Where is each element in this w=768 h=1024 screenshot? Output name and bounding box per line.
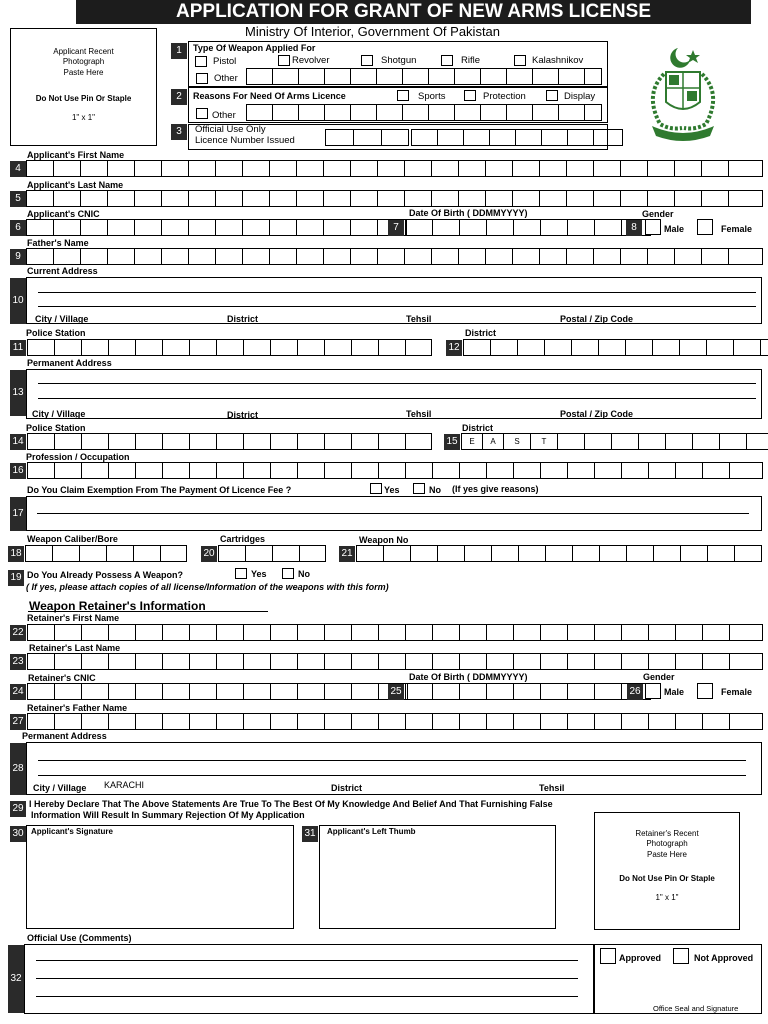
declaration-line2: Information Will Result In Summary Rejection Of My Application [31, 810, 305, 820]
section-num-13: 13 [10, 370, 26, 416]
section-num-6: 6 [10, 220, 26, 236]
gender-label: Gender [642, 209, 674, 219]
current-postal-label: Postal / Zip Code [560, 314, 634, 324]
permanent-address-label: Permanent Address [27, 358, 112, 368]
section-num-23: 23 [10, 654, 26, 670]
retainer-address-line1 [38, 760, 746, 761]
exemption-reason-note: (If yes give reasons) [452, 484, 539, 494]
district-label-12: District [465, 328, 497, 338]
protection-label: Protection [483, 91, 526, 102]
revolver-label: Revolver [292, 55, 330, 66]
possess-no-checkbox[interactable] [282, 568, 294, 579]
exemption-no-checkbox[interactable] [413, 483, 425, 494]
female-label: Female [721, 224, 753, 234]
sports-label: Sports [418, 91, 446, 102]
approved-label: Approved [619, 953, 662, 963]
district-char-4: T [530, 433, 557, 450]
rphoto-line3: Paste Here [646, 849, 688, 859]
section-num-21: 21 [339, 546, 355, 562]
form-subtitle: Ministry Of Interior, Government Of Pakistan [244, 24, 501, 39]
retainer-heading-underline [28, 611, 268, 612]
section-num-28: 28 [10, 743, 26, 795]
exemption-reason-line [37, 513, 749, 514]
caliber-label: Weapon Caliber/Bore [27, 534, 118, 544]
cartridges-input[interactable] [218, 545, 326, 562]
section-num-2: 2 [171, 89, 187, 105]
exemption-question: Do You Claim Exemption From The Payment Of Licence Fee ? [27, 485, 292, 495]
retainer-father-input[interactable] [27, 713, 763, 730]
retainer-district-label: District [331, 783, 363, 793]
retainer-heading: Weapon Retainer's Information [29, 599, 206, 613]
official-comments-box[interactable] [24, 944, 594, 1014]
perm-district-label: District [227, 410, 259, 420]
section-num-7: 7 [388, 220, 404, 236]
weapon-other-checkbox[interactable] [196, 73, 208, 84]
applicant-photo-box[interactable] [10, 28, 157, 146]
current-address-line1 [38, 292, 756, 293]
section-num-19: 19 [8, 570, 24, 586]
section-num-17: 17 [10, 497, 26, 531]
declaration-line1: I Hereby Declare That The Above Statements Are True To The Best Of My Knowledge And Belief And That Furnishing False [29, 799, 553, 809]
official-comments-label: Official Use (Comments) [27, 933, 132, 943]
exemption-no-label: No [429, 485, 441, 495]
dob-input[interactable] [405, 219, 651, 236]
section-num-15: 15 [444, 434, 460, 450]
sports-checkbox[interactable] [397, 90, 409, 101]
reasons-other-input[interactable] [246, 104, 602, 121]
revolver-checkbox[interactable] [278, 55, 290, 66]
possess-yes-label: Yes [251, 569, 267, 579]
last-name-label: Applicant's Last Name [27, 180, 124, 190]
weapon-no-input[interactable] [356, 545, 762, 562]
not-approved-checkbox[interactable] [673, 948, 689, 964]
retainer-last-name-label: Retainer's Last Name [29, 643, 121, 653]
possess-yes-checkbox[interactable] [235, 568, 247, 579]
retainer-first-name-input[interactable] [27, 624, 763, 641]
rphoto-line5: 1" x 1" [655, 892, 679, 902]
section-num-26: 26 [627, 684, 643, 700]
male-label: Male [664, 224, 685, 234]
current-address-box[interactable] [26, 277, 762, 324]
form-title: APPLICATION FOR GRANT OF NEW ARMS LICENSE [76, 0, 751, 24]
weapon-other-input[interactable] [246, 68, 602, 85]
licence-number-input-a[interactable] [325, 129, 409, 146]
perm-city-label: City / Village [32, 409, 86, 419]
rphoto-line1: Retainer's Recent [635, 829, 699, 838]
photo-line3: Paste Here [63, 67, 104, 77]
rifle-checkbox[interactable] [441, 55, 453, 66]
cnic-label: Applicant's CNIC [27, 209, 100, 219]
police-station-label: Police Station [26, 328, 86, 338]
pistol-checkbox[interactable] [195, 56, 207, 67]
exemption-yes-checkbox[interactable] [370, 483, 382, 494]
section-num-14: 14 [10, 434, 26, 450]
section-num-3: 3 [171, 124, 187, 140]
district-label-15: District [462, 423, 494, 433]
kalashnikov-label: Kalashnikov [532, 55, 584, 66]
retainer-male-checkbox[interactable] [645, 683, 661, 699]
district-input-12[interactable] [463, 339, 768, 356]
display-checkbox[interactable] [546, 90, 558, 101]
retainer-cnic-label: Retainer's CNIC [28, 673, 96, 683]
permanent-address-line1 [38, 383, 756, 384]
section-num-32: 32 [8, 945, 24, 1013]
section-num-1: 1 [171, 43, 187, 59]
perm-police-station-label: Police Station [26, 423, 86, 433]
retainer-photo-box[interactable] [594, 812, 740, 930]
retainer-address-line2 [38, 775, 746, 776]
photo-line5: 1" x 1" [71, 112, 96, 122]
kalashnikov-checkbox[interactable] [514, 55, 526, 66]
rphoto-line2: Photograph [646, 839, 688, 849]
current-city-label: City / Village [35, 314, 89, 324]
section-num-11: 11 [10, 340, 26, 356]
protection-checkbox[interactable] [464, 90, 476, 101]
retainer-address-label: Permanent Address [22, 731, 107, 741]
retainer-cnic-input[interactable] [27, 683, 408, 700]
last-name-input[interactable] [26, 190, 763, 207]
police-station-input[interactable] [27, 339, 432, 356]
district-char-1: E [461, 433, 482, 450]
shotgun-label: Shotgun [381, 55, 417, 66]
weapon-other-label: Other [214, 73, 238, 84]
section-num-9: 9 [10, 249, 26, 265]
official-use-line2: Licence Number Issued [195, 135, 295, 146]
retainer-first-name-label: Retainer's First Name [27, 613, 120, 623]
retainer-male-label: Male [664, 687, 685, 697]
office-seal-label: Office Seal and Signature [653, 1004, 739, 1013]
official-use-line1: Official Use Only [195, 124, 266, 135]
section-num-20: 20 [201, 546, 217, 562]
profession-input[interactable] [27, 462, 763, 479]
weapon-type-heading: Type Of Weapon Applied For [193, 43, 316, 53]
section-num-18: 18 [8, 546, 24, 562]
retainer-female-label: Female [721, 687, 753, 697]
female-checkbox[interactable] [697, 219, 713, 235]
cartridges-label: Cartridges [220, 534, 266, 544]
photo-line1: Applicant Recent [53, 47, 114, 56]
current-address-label: Current Address [27, 266, 98, 276]
licence-number-input-b[interactable] [411, 129, 623, 146]
photo-line4: Do Not Use Pin Or Staple [35, 94, 132, 104]
comments-line1 [36, 960, 578, 961]
weapon-no-label: Weapon No [359, 535, 409, 545]
father-name-input[interactable] [26, 248, 763, 265]
cnic-input[interactable] [26, 219, 407, 236]
retainer-dob-input[interactable] [405, 683, 651, 700]
district-char-2: A [482, 433, 503, 450]
possess-weapon-question: Do You Already Possess A Weapon? [27, 570, 184, 580]
section-num-8: 8 [626, 220, 642, 236]
photo-line2: Photograph [62, 57, 105, 67]
retainer-gender-label: Gender [643, 672, 675, 682]
section-num-29: 29 [10, 801, 26, 817]
section-num-31: 31 [302, 826, 318, 842]
thumb-box[interactable] [319, 825, 556, 929]
first-name-label: Applicant's First Name [27, 150, 125, 160]
reasons-other-checkbox[interactable] [196, 108, 208, 119]
section-num-24: 24 [10, 684, 26, 700]
retainer-last-name-input[interactable] [27, 653, 763, 670]
permanent-address-box[interactable] [26, 369, 762, 419]
approved-checkbox[interactable] [600, 948, 616, 964]
section-num-10: 10 [10, 278, 26, 324]
district-char-3: S [503, 433, 530, 450]
perm-police-station-input[interactable] [27, 433, 432, 450]
perm-district-input[interactable] [461, 433, 768, 450]
retainer-city-value: KARACHI [104, 780, 145, 790]
retainer-tehsil-label: Tehsil [539, 783, 565, 793]
section-num-22: 22 [10, 625, 26, 641]
shotgun-checkbox[interactable] [361, 55, 373, 66]
section-num-5: 5 [10, 191, 26, 207]
retainer-dob-label: Date Of Birth ( DDMMYYYY) [409, 672, 528, 682]
male-checkbox[interactable] [645, 219, 661, 235]
not-approved-label: Not Approved [694, 953, 754, 963]
retainer-female-checkbox[interactable] [697, 683, 713, 699]
caliber-input[interactable] [25, 545, 187, 562]
section-num-16: 16 [10, 463, 26, 479]
rifle-label: Rifle [461, 55, 481, 66]
current-address-line2 [38, 306, 756, 307]
comments-line2 [36, 978, 578, 979]
signature-label: Applicant's Signature [31, 827, 113, 836]
current-tehsil-label: Tehsil [406, 314, 432, 324]
reasons-other-label: Other [212, 110, 236, 121]
father-name-label: Father's Name [27, 238, 89, 248]
thumb-label: Applicant's Left Thumb [327, 827, 416, 836]
dob-label: Date Of Birth ( DDMMYYYY) [409, 208, 528, 218]
section-num-27: 27 [10, 714, 26, 730]
attach-note: ( If yes, please attach copies of all license/Information of the weapons with this form) [26, 582, 389, 592]
permanent-address-line2 [38, 398, 756, 399]
comments-line3 [36, 996, 578, 997]
profession-label: Profession / Occupation [26, 452, 130, 462]
section-num-4: 4 [10, 161, 26, 177]
section-num-12: 12 [446, 340, 462, 356]
retainer-father-label: Retainer's Father Name [27, 703, 128, 713]
first-name-input[interactable] [26, 160, 763, 177]
rphoto-line4: Do Not Use Pin Or Staple [619, 874, 715, 884]
signature-box[interactable] [26, 825, 294, 929]
perm-tehsil-label: Tehsil [406, 409, 432, 419]
section-num-30: 30 [10, 826, 26, 842]
current-district-label: District [227, 314, 259, 324]
reasons-heading: Reasons For Need Of Arms Licence [193, 91, 346, 101]
section-num-25: 25 [388, 684, 404, 700]
retainer-city-label: City / Village [33, 783, 87, 793]
perm-postal-label: Postal / Zip Code [560, 409, 634, 419]
exemption-yes-label: Yes [384, 485, 400, 495]
pakistan-emblem-icon [638, 44, 728, 144]
possess-no-label: No [298, 569, 310, 579]
display-label: Display [564, 91, 596, 102]
pistol-label: Pistol [213, 56, 237, 67]
